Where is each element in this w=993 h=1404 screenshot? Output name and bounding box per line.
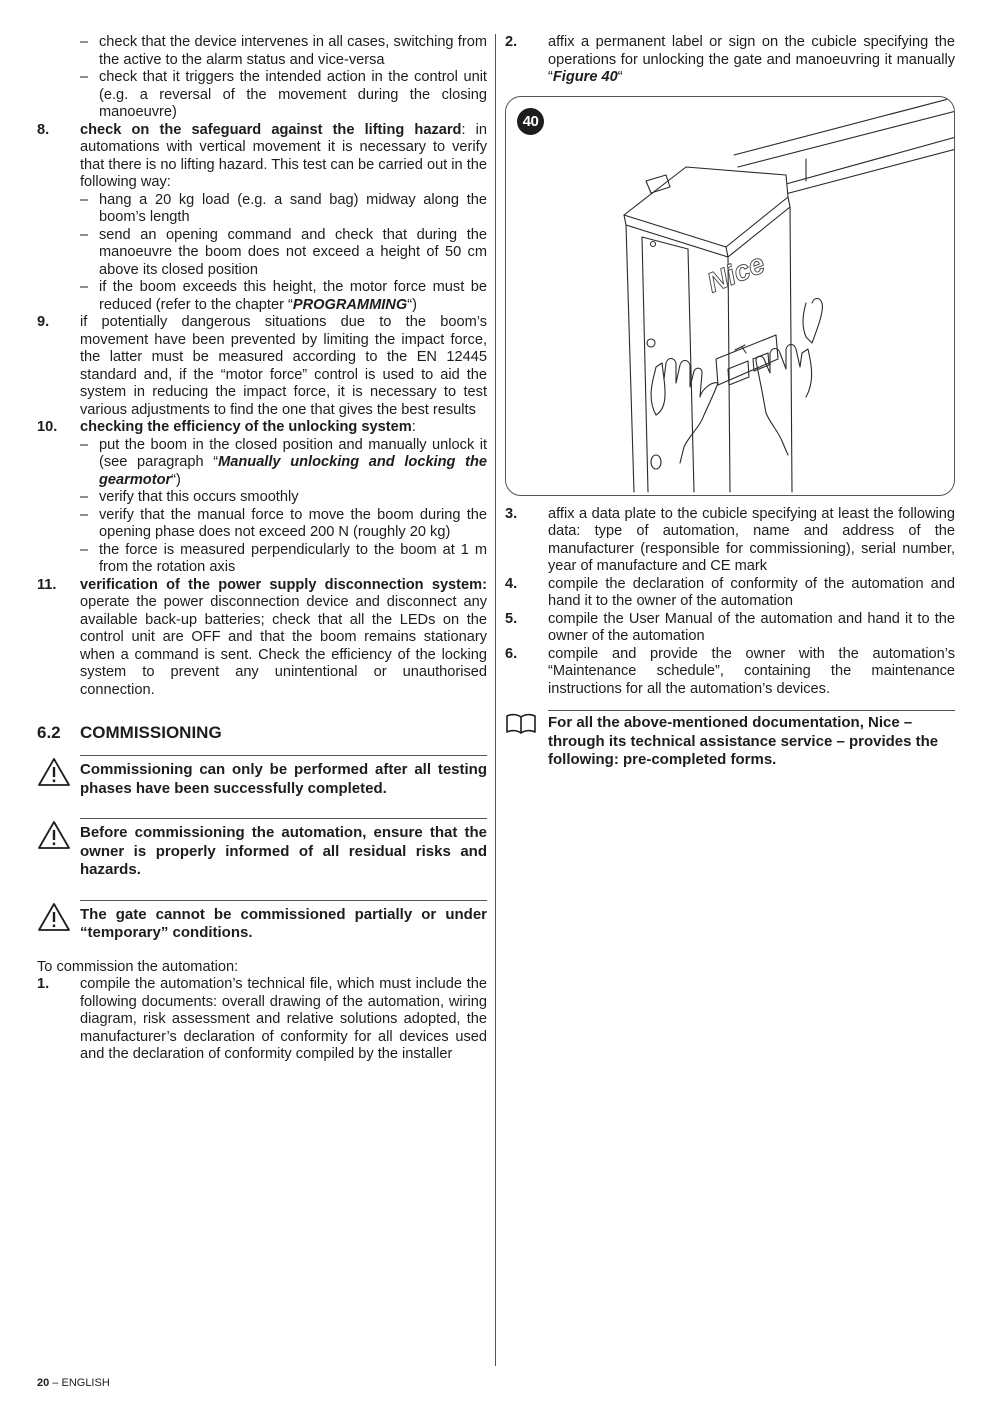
numbered-item-10: 10. checking the efficiency of the unlocking system: xyxy=(37,419,416,435)
list-item: – verify that this occurs smoothly xyxy=(80,489,299,505)
warning-triangle-icon xyxy=(37,757,71,787)
open-book-icon xyxy=(505,713,537,735)
intro-text: To commission the automation: xyxy=(37,958,239,975)
figure-number-badge: 40 xyxy=(517,108,544,135)
numbered-step-1: 1. compile the automation’s technical file, which must include the following documents: overall drawing of the automation, wiring diagram, risk assessment and relative solutions adopted, the manufacturer’s declaration of conformity for all devices used and the declaration of conformity compiled by the installer xyxy=(37,976,487,1062)
list-item: – hang a 20 kg load (e.g. a sand bag) midway along the boom’s length xyxy=(80,191,487,225)
numbered-item-8: 8. check on the safeguard against the lifting hazard: in automations with vertical movement it is necessary to verify that there is no lifting hazard. This test can be carried out in the following way: xyxy=(37,121,488,190)
footer-language: – ENGLISH xyxy=(49,1377,110,1389)
list-item: – if the boom exceeds this height, the motor force must be reduced (refer to the chapter “PROGRAMMING“) xyxy=(80,279,487,313)
section-heading: 6.2 COMMISSIONING xyxy=(37,723,222,742)
numbered-step-6: 6. compile and provide the owner with the automation’s “Maintenance schedule”, containing the maintenance instructions for all the automation’s devices. xyxy=(505,645,955,697)
chapter-reference: PROGRAMMING xyxy=(292,296,408,313)
numbered-step-2: 2. affix a permanent label or sign on the cubicle specifying the operations for unlocking the gate and manoeuvring it manually “Figure 40“ xyxy=(505,34,955,85)
figure-40 xyxy=(505,96,955,496)
page-footer xyxy=(37,1377,110,1390)
page-number: 20 xyxy=(37,1377,50,1389)
list-item: – put the boom in the closed position and manually unlock it (see paragraph “Manually unlocking and locking the gearmotor“) xyxy=(80,436,487,488)
list-item: – send an opening command and check that during the manoeuvre the boom does not exceed a height of 50 cm above its closed position xyxy=(80,226,487,278)
numbered-step-3: 3. affix a data plate to the cubicle specifying at least the following data: type of automation, name and address of the manufacturer (responsible for commissioning), serial number, year of manufacture and CE mark xyxy=(505,505,955,574)
warning-box: Commissioning can only be performed after all testing phases have been successfully completed. xyxy=(80,755,487,798)
warning-triangle-icon xyxy=(37,820,71,850)
warning-box: Before commissioning the automation, ensure that the owner is properly informed of all residual risks and hazards. xyxy=(80,818,487,880)
warning-triangle-icon xyxy=(37,902,71,932)
brand-logo: Nice xyxy=(702,247,770,299)
barrier-illustration xyxy=(506,97,955,496)
numbered-item-9: 9. if potentially dangerous situations due to the boom’s movement have been prevented by limiting the impact force, the latter must be measured according to the EN 12445 standard and, if the “motor force” control is used to aid the system in reducing the impact force, it is necessary to test various adjustments to find the one that gives the best results xyxy=(37,314,487,418)
right-column xyxy=(505,34,955,770)
numbered-step-4: 4. compile the declaration of conformity of the automation and hand it to the owner of the automation xyxy=(505,575,955,609)
figure-reference: Figure 40 xyxy=(552,69,618,85)
left-column xyxy=(37,34,487,1064)
warning-box: The gate cannot be commissioned partially or under “temporary” conditions. xyxy=(80,900,487,943)
documentation-note: For all the above-mentioned documentation, Nice – through its technical assistance service – provides the following: pre-completed forms. xyxy=(548,710,955,770)
column-divider xyxy=(495,34,496,1366)
list-item: – the force is measured perpendicularly to the boom at 1 m from the rotation axis xyxy=(80,541,487,575)
list-item: – check that it triggers the intended action in the control unit (e.g. a reversal of the movement during the closing manoeuvre) xyxy=(80,69,487,120)
list-item: – verify that the manual force to move the boom during the opening phase does not exceed 200 N (roughly 20 kg) xyxy=(80,506,487,540)
numbered-step-5: 5. compile the User Manual of the automation and hand it to the owner of the automation xyxy=(505,610,955,644)
numbered-item-11: 11. verification of the power supply disconnection system: operate the power disconnection device and disconnect any available back-up batteries; check that all the LEDs on the control unit are OFF and that the boom remains stationary when a command is sent. Check the efficiency of the locking system to prevent any unintentional or unauthorised connection. xyxy=(37,576,487,698)
paragraph-reference: Manually unlocking and locking the gearmotor xyxy=(99,454,487,488)
list-item: – check that the device intervenes in all cases, switching from the active to the alarm status and vice-versa xyxy=(80,34,487,68)
